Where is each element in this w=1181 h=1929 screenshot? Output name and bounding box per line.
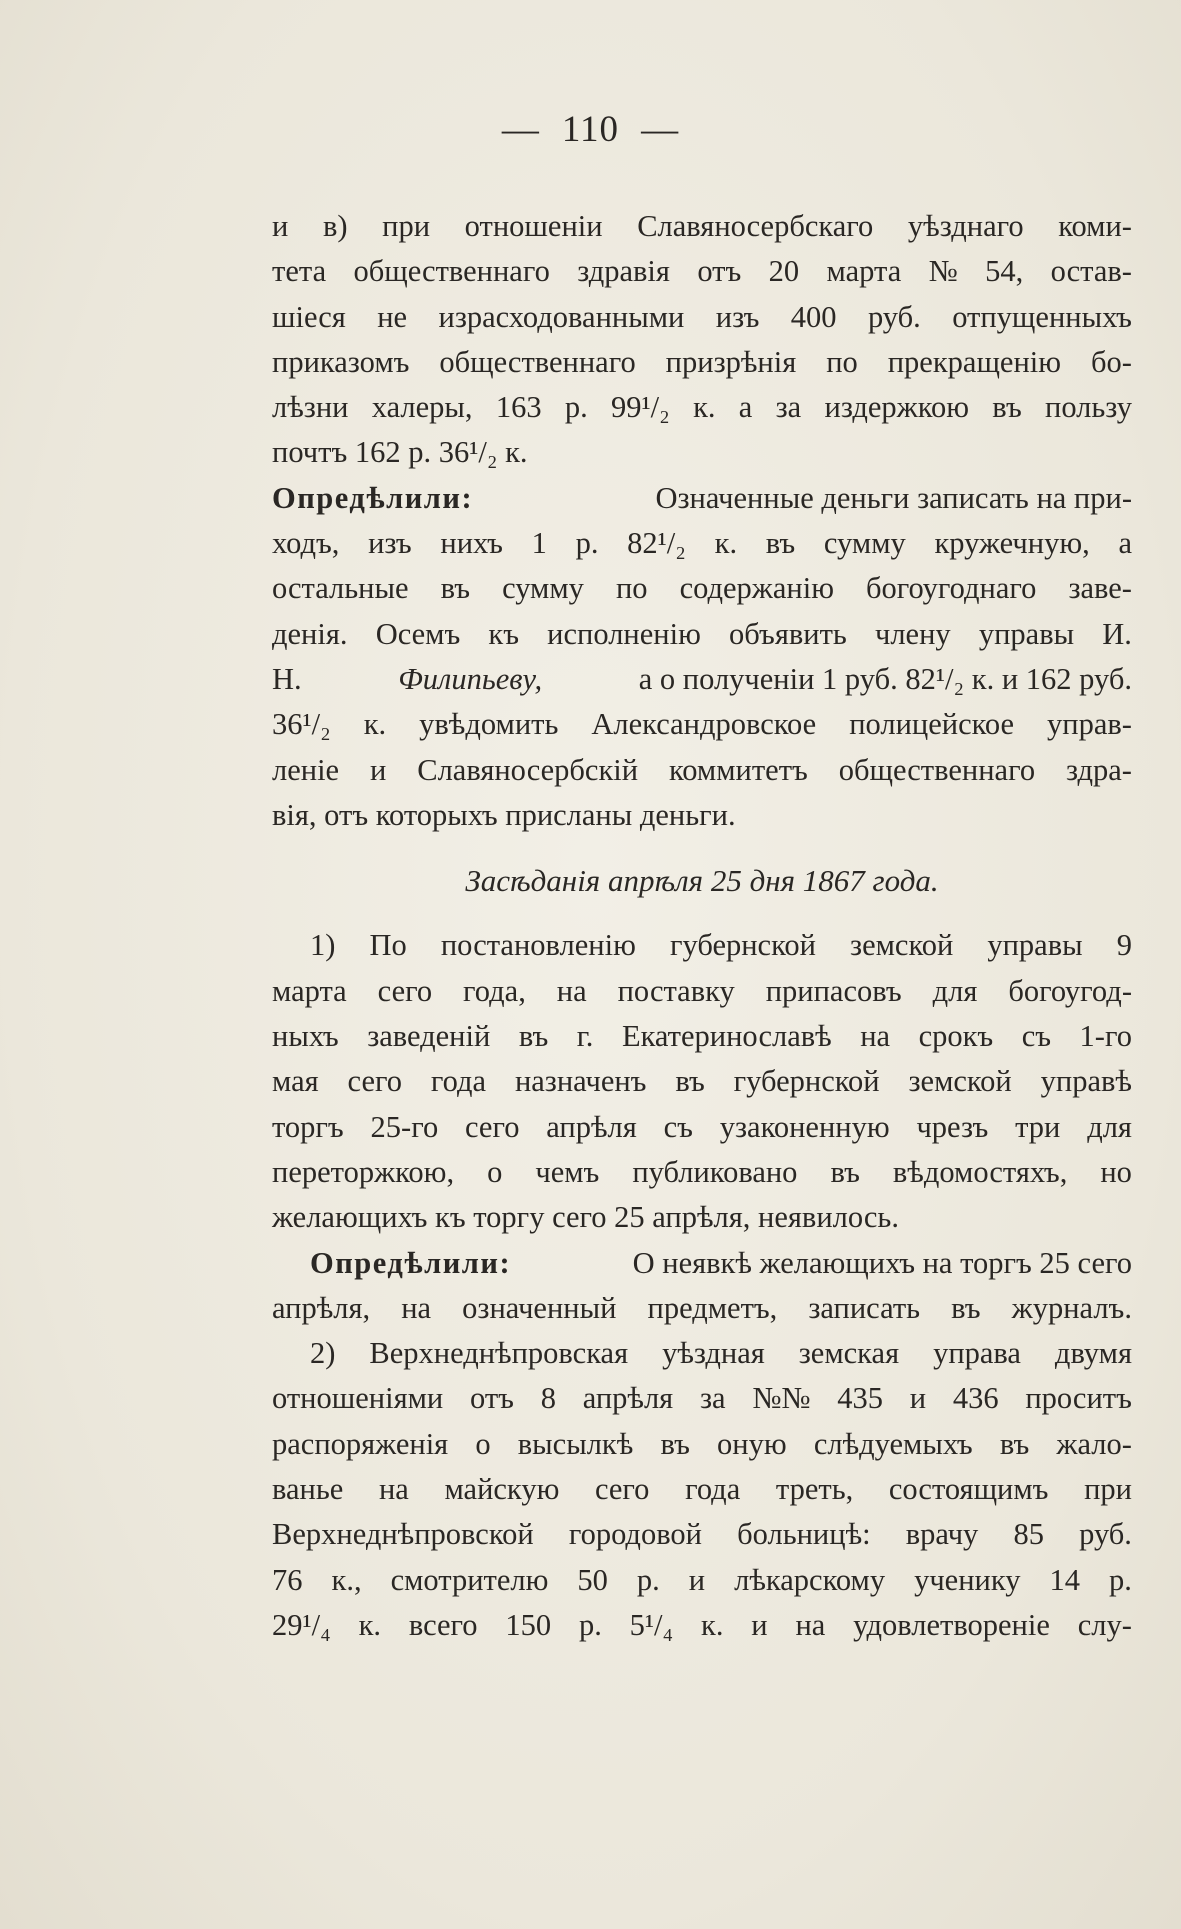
word: треть, [775,1472,854,1507]
word: публиковано [632,1154,798,1189]
word: управы [978,616,1075,651]
text-line [272,1195,1132,1240]
word: Славяносербскій [417,752,639,787]
word: слѣдуемыхъ [813,1426,973,1461]
page-number-header [0,108,1181,151]
word: г. [576,1019,594,1054]
word: содержанію [679,571,834,606]
word: управ- [1047,707,1132,742]
word: губернской [733,1064,880,1099]
word: года, [463,973,526,1008]
word: двумя [1054,1336,1132,1371]
word: руб. [867,299,921,334]
word: и [751,1607,768,1642]
word: к. [693,390,716,425]
word: Осемъ [375,616,461,651]
text-line [272,748,1132,793]
word: халеры, [371,390,473,425]
word: и [370,752,387,787]
word: въ [440,571,471,606]
text-line [272,1150,1132,1195]
word: управѣ [1040,1064,1132,1099]
word: тета [272,254,327,289]
word: записать [808,1290,921,1325]
word: леніе [272,752,340,787]
text-line [272,1105,1132,1150]
word: исполненію [547,616,701,651]
word: сумму [823,526,906,561]
word: для [932,973,978,1008]
word: года [685,1472,741,1507]
word: здравія [577,254,670,289]
text-line [272,1603,1132,1648]
word: уѣзднаго [907,209,1024,243]
line-text: почтъ 162 р. 36¹/₂ к. [272,435,528,470]
word: приказомъ [272,344,410,379]
word: № [928,254,958,289]
line-text: Означенные деньги записать на при- [655,480,1132,515]
word: По [369,928,407,963]
word: призрѣнія [665,344,797,379]
word: богоугоднаго [866,571,1037,606]
text-line [272,249,1132,294]
word: сего [347,1064,402,1099]
word: и [909,1381,927,1416]
text-line [272,1376,1132,1421]
line-text: желающихъ къ торгу сего 25 апрѣля, неявилось. [272,1200,899,1235]
word: городовой [568,1517,702,1552]
word: за [775,390,802,425]
word: съ [663,1109,693,1144]
word: р. [564,390,588,425]
word: остальные [272,571,409,606]
word: заве- [1068,571,1132,606]
word: оную [717,1426,787,1461]
text-line [272,923,1132,968]
word: а [1118,526,1132,561]
word: полицейское [849,707,1015,742]
word: ныхъ [272,1019,339,1054]
word: на [860,1019,891,1054]
word: а [738,390,753,425]
word: и [272,209,289,243]
word: года [430,1064,487,1099]
word: о [487,1154,503,1189]
word: въ [518,1019,549,1054]
text-line [272,340,1132,385]
text-line [272,1286,1132,1331]
text-line [272,1467,1132,1512]
word: ученику [914,1562,1021,1597]
dash-left: — [501,109,540,150]
word: съ [1021,1019,1052,1054]
text-line [272,204,1132,249]
word: 20 [768,254,800,289]
word: Александровское [591,707,817,742]
word: въ [765,526,796,561]
word: узаконенную [719,1109,890,1144]
word: р. [578,1607,602,1642]
word: 50 [577,1562,608,1597]
word: лѣкарскому [734,1562,886,1597]
word: управы [987,928,1083,963]
text-line [272,1422,1132,1467]
word: предметъ, [647,1290,778,1325]
word: остав- [1050,254,1132,289]
word: 150 [505,1607,552,1642]
word: состоящимъ [888,1472,1049,1507]
text-line [272,385,1132,430]
page-number: 110 [561,109,620,150]
word: заведеній [367,1019,491,1054]
word: больницѣ: [737,1517,871,1552]
word: не [377,299,408,334]
word: к. [714,526,738,561]
word: общественнаго [439,344,636,379]
word: И. [1102,616,1132,651]
word: врачу [905,1517,979,1552]
word: изъ [715,299,760,334]
word: переторжкою, [272,1154,455,1189]
word: за [699,1381,726,1416]
word: чемъ [535,1154,600,1189]
body-text [272,204,1132,1648]
word: увѣдомить [419,707,559,742]
word: Верхнеднѣпровская [369,1336,629,1371]
text-line [272,521,1132,566]
word: бо- [1091,344,1132,379]
word: шіеся [272,299,346,334]
spacer [272,838,1132,858]
word: губернской [669,928,816,963]
word: о [475,1426,491,1461]
text-line [272,1059,1132,1104]
word: объявить [729,616,847,651]
resolved-label: Опредѣлили: [310,1245,512,1280]
word: здра- [1065,752,1132,787]
word: на [378,1472,409,1507]
word: припасовъ [765,973,902,1008]
word: кружечную, [934,526,1090,561]
text-line [272,793,1132,838]
text-line [272,566,1132,611]
heading-text: Засѣданія апрѣля 25 дня 1867 года. [465,863,939,899]
word: 9 [1116,928,1132,963]
word: въ [660,1426,690,1461]
line-text: Н. [272,661,302,696]
word: мая [272,1064,319,1099]
word: 36¹/₂ [272,707,331,742]
word: земской [908,1064,1012,1099]
word: вѣдомостяхъ, [892,1154,1068,1189]
word: журналъ. [1011,1290,1132,1325]
word: нихъ [440,526,503,561]
word: богоугод- [1008,973,1132,1008]
word: 82¹/₂ [627,526,686,561]
resolved-label: Опредѣлили: [272,480,474,515]
text-line [272,969,1132,1014]
word: проситъ [1025,1381,1132,1416]
word: члену [875,616,951,651]
word: жало- [1056,1426,1132,1461]
word: 25-го [370,1109,439,1144]
word: №№ [752,1381,811,1416]
word: земская [798,1336,900,1371]
person-name: Филипьеву, [398,661,543,696]
word: денія. [272,616,348,651]
word: майскую [444,1472,560,1507]
word: слу- [1077,1607,1132,1642]
word: въ [675,1064,705,1099]
word: поставку [617,973,735,1008]
word: издержкою [824,390,970,425]
word: чрезъ [916,1109,989,1144]
word: апрѣля, [272,1290,371,1325]
word: к. [701,1607,724,1642]
word: на [401,1290,432,1325]
word: к. [358,1607,382,1642]
word: но [1100,1154,1132,1189]
word: для [1087,1109,1132,1144]
word: 2) [310,1336,336,1371]
word: отъ [469,1381,514,1416]
word: высылкѣ [517,1426,634,1461]
word: 29¹/₄ [272,1607,331,1642]
word: р. [1109,1562,1132,1597]
word: 435 [837,1381,884,1416]
word: уѣздная [662,1336,765,1371]
word: 5¹/₄ [629,1607,674,1642]
word: въ [951,1290,981,1325]
text-line [272,430,1132,475]
text-line [272,657,1132,702]
text-line [272,1014,1132,1059]
word: всего [408,1607,478,1642]
word: при [382,209,431,243]
word: р. [636,1562,660,1597]
word: Екатеринославѣ [621,1019,832,1054]
word: 99¹/₂ [611,390,670,425]
word: сумму [502,571,584,606]
word: 14 [1049,1562,1080,1597]
word: постановленію [440,928,636,963]
word: на [795,1607,826,1642]
line-text: а о полученіи 1 руб. 82¹/₂ к. и 162 руб. [638,661,1132,696]
word: отношеніями [272,1381,444,1416]
word: общественнаго [838,752,1036,787]
text-line [272,612,1132,657]
word: на [556,973,587,1008]
word: при [1084,1472,1132,1507]
line-text: О неявкѣ желающихъ на торгъ 25 сего [632,1245,1132,1280]
word: пользу [1045,390,1132,425]
spacer [272,903,1132,923]
word: означенный [462,1290,617,1325]
word: к. [363,707,387,742]
word: по [826,344,858,379]
word: 54, [985,254,1024,289]
word: 400 [790,299,837,334]
word: сего [465,1109,520,1144]
dash-right: — [641,109,680,150]
text-line [272,476,1132,521]
word: 76 [272,1562,303,1597]
word: отношеніи [464,209,603,243]
word: отпущенныхъ [952,299,1132,334]
text-line [272,295,1132,340]
word: марта [272,973,347,1008]
text-line [272,702,1132,747]
word: распоряженія [272,1426,449,1461]
word: коммитетъ [668,752,808,787]
word: къ [488,616,519,651]
line-text: вія, отъ которыхъ присланы деньги. [272,797,736,832]
word: в) [322,209,348,243]
word: и [688,1562,706,1597]
word: р. [575,526,599,561]
word: отъ [697,254,742,289]
word: апрѣля [546,1109,637,1144]
text-line [272,1331,1132,1376]
word: 1 [531,526,547,561]
word: к., [331,1562,362,1597]
word: изъ [368,526,412,561]
session-heading [272,858,1132,903]
word: 163 [495,390,542,425]
word: въ [999,1426,1030,1461]
word: удовлетвореніе [853,1607,1050,1642]
word: въ [992,390,1022,425]
word: коми- [1058,209,1132,243]
word: торгъ [272,1109,344,1144]
word: по [615,571,648,606]
text-line [272,1558,1132,1603]
word: назначенъ [514,1064,647,1099]
word: сего [377,973,433,1008]
word: ходъ, [272,526,340,561]
word: апрѣля [582,1381,674,1416]
text-line [272,1512,1132,1557]
word: 8 [540,1381,556,1416]
word: лѣзни [272,390,349,425]
word: смотрителю [390,1562,549,1597]
word: три [1015,1109,1061,1144]
word: срокъ [918,1019,994,1054]
word: руб. [1079,1517,1132,1552]
word: въ [830,1154,860,1189]
word: земской [850,928,954,963]
word: Верхнеднѣпровской [272,1517,534,1552]
word: общественнаго [353,254,550,289]
word: сего [594,1472,650,1507]
text-line [272,1241,1132,1286]
word: марта [826,254,902,289]
word: 85 [1013,1517,1044,1552]
word: израсходованными [438,299,685,334]
word: Славяносербскаго [637,209,874,243]
word: 1-го [1079,1019,1132,1054]
word: 1) [310,928,336,963]
word: прекращенію [887,344,1062,379]
word: ванье [272,1472,344,1507]
word: управа [933,1336,1021,1371]
word: 436 [952,1381,999,1416]
